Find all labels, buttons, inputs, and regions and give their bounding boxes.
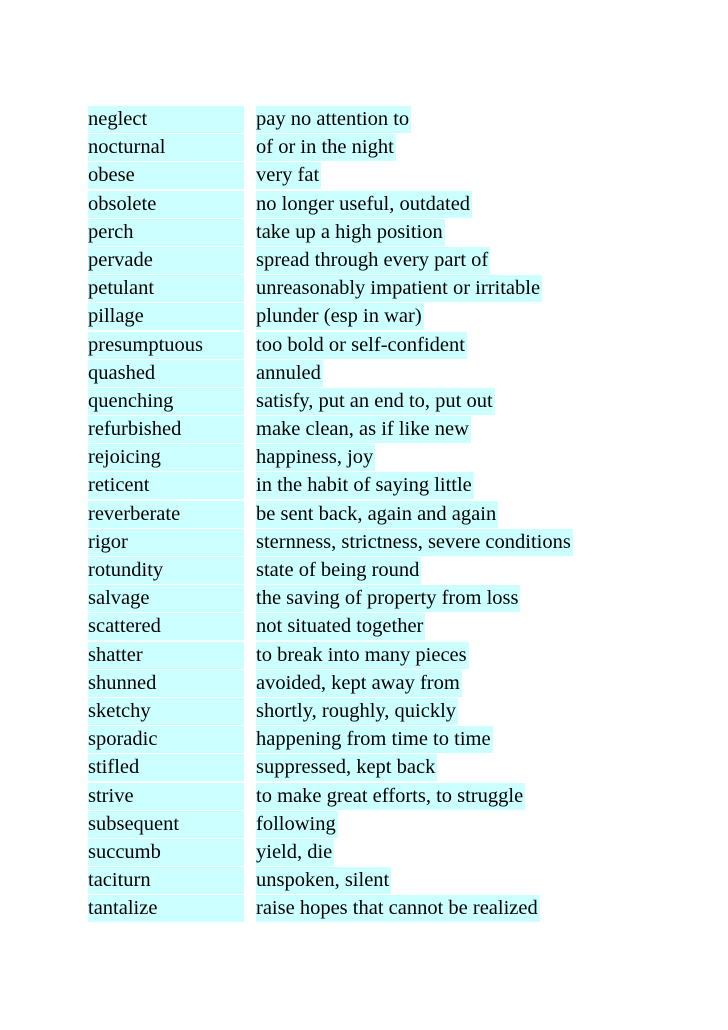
vocab-definition: pay no attention to	[256, 106, 411, 133]
word-cell	[88, 247, 256, 274]
vocab-row	[88, 275, 573, 303]
vocab-definition: take up a high position	[256, 219, 445, 246]
vocab-definition: make clean, as if like new	[256, 416, 471, 443]
vocab-row	[88, 585, 573, 613]
definition-cell	[256, 557, 421, 584]
vocab-word: strive	[88, 783, 244, 810]
vocab-definition: plunder (esp in war)	[256, 303, 424, 330]
definition-cell	[256, 811, 338, 838]
word-cell	[88, 698, 256, 725]
vocab-word: sketchy	[88, 698, 244, 725]
vocab-row	[88, 783, 573, 811]
vocab-word: subsequent	[88, 811, 244, 838]
definition-cell	[256, 754, 437, 781]
definition-cell	[256, 501, 498, 528]
vocab-word: scattered	[88, 613, 244, 640]
vocab-row	[88, 444, 573, 472]
vocab-definition: yield, die	[256, 839, 334, 866]
definition-cell	[256, 191, 472, 218]
vocab-row	[88, 726, 573, 754]
vocab-row	[88, 670, 573, 698]
word-cell	[88, 416, 256, 443]
vocab-row	[88, 247, 573, 275]
vocab-row	[88, 811, 573, 839]
vocab-definition: unreasonably impatient or irritable	[256, 275, 542, 302]
word-cell	[88, 106, 256, 133]
vocab-row	[88, 529, 573, 557]
word-cell	[88, 275, 256, 302]
vocab-definition: happiness, joy	[256, 444, 375, 471]
vocab-word: salvage	[88, 585, 244, 612]
word-cell	[88, 219, 256, 246]
definition-cell	[256, 303, 424, 330]
vocab-word: sporadic	[88, 726, 244, 753]
vocab-word: succumb	[88, 839, 244, 866]
definition-cell	[256, 726, 493, 753]
definition-cell	[256, 247, 490, 274]
vocab-word: neglect	[88, 106, 244, 133]
word-cell	[88, 726, 256, 753]
word-cell	[88, 783, 256, 810]
word-cell	[88, 360, 256, 387]
vocab-word: obsolete	[88, 191, 244, 218]
word-cell	[88, 642, 256, 669]
word-cell	[88, 191, 256, 218]
definition-cell	[256, 642, 469, 669]
vocab-word: presumptuous	[88, 332, 244, 359]
word-cell	[88, 613, 256, 640]
vocab-definition: to break into many pieces	[256, 642, 469, 669]
vocab-definition: spread through every part of	[256, 247, 490, 274]
vocab-row	[88, 416, 573, 444]
definition-cell	[256, 867, 391, 894]
vocab-definition: annuled	[256, 360, 323, 387]
vocab-row	[88, 698, 573, 726]
vocab-word: rotundity	[88, 557, 244, 584]
definition-cell	[256, 613, 425, 640]
vocab-row	[88, 191, 573, 219]
vocab-word: quashed	[88, 360, 244, 387]
vocab-row	[88, 303, 573, 331]
vocab-definition: happening from time to time	[256, 726, 493, 753]
word-cell	[88, 754, 256, 781]
definition-cell	[256, 895, 540, 922]
vocabulary-table	[88, 106, 573, 923]
vocab-row	[88, 557, 573, 585]
vocab-row	[88, 754, 573, 782]
vocab-definition: suppressed, kept back	[256, 754, 437, 781]
definition-cell	[256, 219, 445, 246]
definition-cell	[256, 162, 321, 189]
definition-cell	[256, 106, 411, 133]
word-cell	[88, 895, 256, 922]
word-cell	[88, 162, 256, 189]
definition-cell	[256, 585, 520, 612]
definition-cell	[256, 670, 462, 697]
word-cell	[88, 501, 256, 528]
vocab-word: tantalize	[88, 895, 244, 922]
word-cell	[88, 670, 256, 697]
vocab-word: pillage	[88, 303, 244, 330]
vocab-row	[88, 895, 573, 923]
vocab-row	[88, 219, 573, 247]
vocab-word: shunned	[88, 670, 244, 697]
vocab-row	[88, 332, 573, 360]
word-cell	[88, 472, 256, 499]
vocab-definition: no longer useful, outdated	[256, 191, 472, 218]
vocab-definition: in the habit of saying little	[256, 472, 474, 499]
definition-cell	[256, 444, 375, 471]
vocab-definition: sternness, strictness, severe conditions	[256, 529, 573, 556]
vocab-definition: satisfy, put an end to, put out	[256, 388, 495, 415]
vocab-row	[88, 613, 573, 641]
vocab-word: perch	[88, 219, 244, 246]
vocab-word: reticent	[88, 472, 244, 499]
definition-cell	[256, 416, 471, 443]
definition-cell	[256, 388, 495, 415]
vocab-word: stifled	[88, 754, 244, 781]
vocab-word: petulant	[88, 275, 244, 302]
vocab-definition: the saving of property from loss	[256, 585, 520, 612]
vocab-definition: avoided, kept away from	[256, 670, 462, 697]
definition-cell	[256, 134, 396, 161]
word-cell	[88, 839, 256, 866]
definition-cell	[256, 698, 458, 725]
vocab-word: shatter	[88, 642, 244, 669]
vocab-definition: shortly, roughly, quickly	[256, 698, 458, 725]
definition-cell	[256, 529, 573, 556]
vocab-word: pervade	[88, 247, 244, 274]
word-cell	[88, 303, 256, 330]
vocab-definition: state of being round	[256, 557, 421, 584]
vocab-definition: too bold or self-confident	[256, 332, 467, 359]
vocab-word: rejoicing	[88, 444, 244, 471]
vocab-row	[88, 162, 573, 190]
vocab-word: rigor	[88, 529, 244, 556]
vocab-row	[88, 106, 573, 134]
definition-cell	[256, 332, 467, 359]
definition-cell	[256, 783, 525, 810]
vocab-definition: very fat	[256, 162, 321, 189]
word-cell	[88, 557, 256, 584]
word-cell	[88, 444, 256, 471]
definition-cell	[256, 839, 334, 866]
vocab-row	[88, 388, 573, 416]
vocab-row	[88, 134, 573, 162]
vocab-word: reverberate	[88, 501, 244, 528]
vocab-row	[88, 472, 573, 500]
vocab-row	[88, 501, 573, 529]
word-cell	[88, 585, 256, 612]
vocab-definition: be sent back, again and again	[256, 501, 498, 528]
word-cell	[88, 811, 256, 838]
vocab-word: obese	[88, 162, 244, 189]
vocab-definition: not situated together	[256, 613, 425, 640]
vocab-row	[88, 360, 573, 388]
vocab-word: taciturn	[88, 867, 244, 894]
definition-cell	[256, 360, 323, 387]
vocab-definition: raise hopes that cannot be realized	[256, 895, 540, 922]
word-cell	[88, 134, 256, 161]
vocab-definition: unspoken, silent	[256, 867, 391, 894]
vocab-row	[88, 839, 573, 867]
word-cell	[88, 388, 256, 415]
vocab-row	[88, 642, 573, 670]
vocab-definition: to make great efforts, to struggle	[256, 783, 525, 810]
definition-cell	[256, 275, 542, 302]
definition-cell	[256, 472, 474, 499]
word-cell	[88, 867, 256, 894]
vocab-row	[88, 867, 573, 895]
vocab-definition: of or in the night	[256, 134, 396, 161]
vocab-word: nocturnal	[88, 134, 244, 161]
word-cell	[88, 529, 256, 556]
vocab-word: refurbished	[88, 416, 244, 443]
word-cell	[88, 332, 256, 359]
vocab-definition: following	[256, 811, 338, 838]
vocab-word: quenching	[88, 388, 244, 415]
